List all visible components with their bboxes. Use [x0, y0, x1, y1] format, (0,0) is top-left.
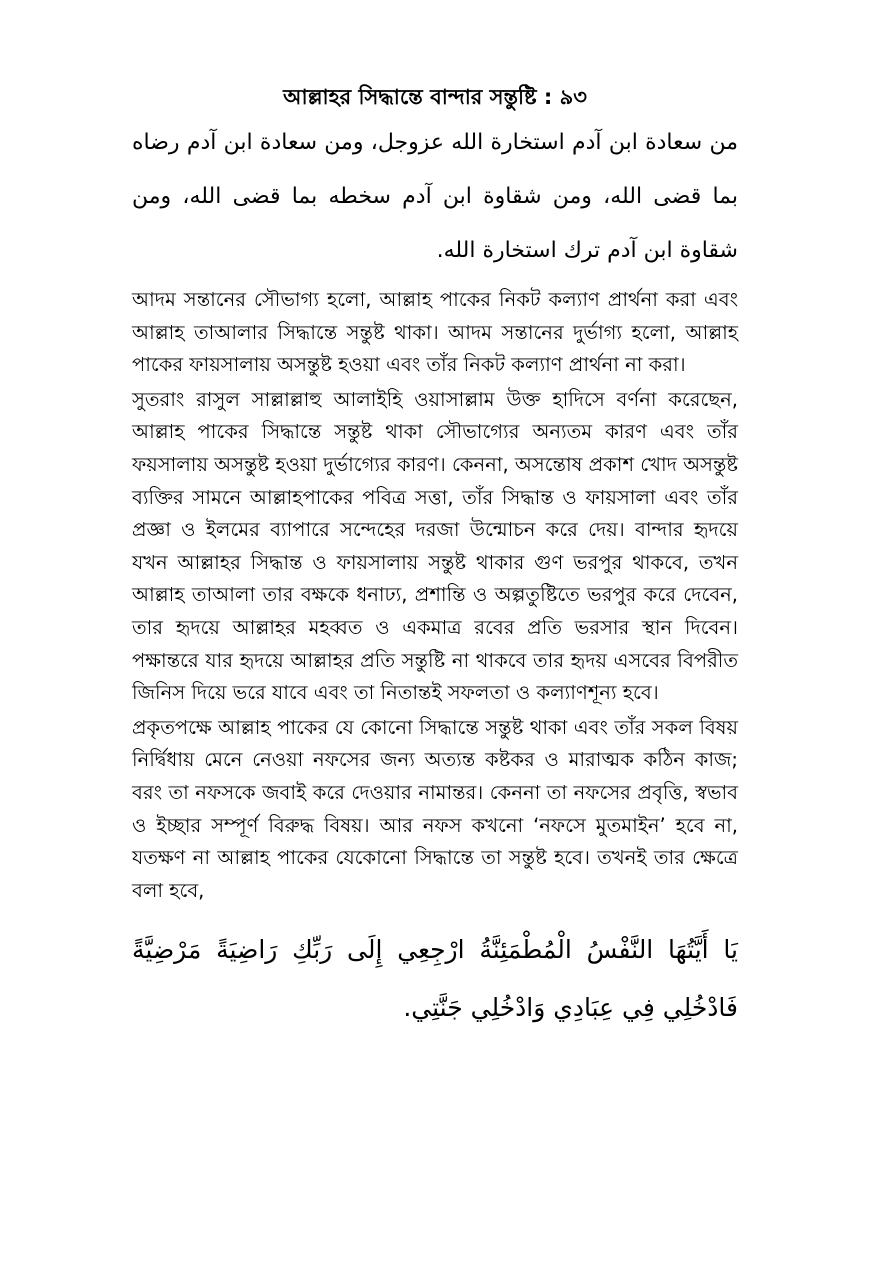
arabic-quran-verse: يَا أَيَّتُهَا النَّفْسُ الْمُطْمَئِنَّةُ ارْجِعِي إِلَى رَبِّكِ رَاضِيَةً مَرْضِيَّةً فَادْخُلِي فِي عِبَادِي وَادْخُلِي جَنَّتِي. — [132, 935, 738, 1023]
arabic-hadith-text: من سعادة ابن آدم استخارة الله عزوجل، ومن سعادة ابن آدم رضاه بما قضى الله، ومن شقاوة ابن آدم سخطه بما قضى الله، ومن شقاوة ابن آدم ترك استخارة الله. — [132, 130, 738, 263]
paragraph-1: আদম সন্তানের সৌভাগ্য হলো, আল্লাহ পাকের নিকট কল্যাণ প্রার্থনা করা এবং আল্লাহ তাআলার সিদ্ধান্তে সন্তুষ্ট থাকা। আদম সন্তানের দুর্ভাগ্য হলো, আল্লাহ পাকের ফায়সালায় অসন্তুষ্ট হওয়া এবং তাঁর নিকট কল্যাণ প্রার্থনা না করা। — [132, 288, 738, 377]
page-header: আল্লাহর সিদ্ধান্তে বান্দার সন্তুষ্টি : ৯৩ — [283, 85, 587, 109]
paragraph-2: সুতরাং রাসুল সাল্লাল্লাহু আলাইহি ওয়াসাল্লাম উক্ত হাদিসে বর্ণনা করেছেন, আল্লাহ পাকের সিদ্ধান্তে সন্তুষ্ট থাকা সৌভাগ্যের অন্যতম কারণ এবং তাঁর ফয়সালায় অসন্তুষ্ট হওয়া দুর্ভাগ্যের কারণ। কেননা, অসন্তোষ প্রকাশ খোদ অসন্তুষ্ট ব্যক্তির সামনে আল্লাহপাকের পবিত্র সত্তা, তাঁর সিদ্ধান্ত ও ফায়সালা এবং তাঁর প্রজ্ঞা ও ইলমের ব্যাপারে সন্দেহের দরজা উন্মোচন করে দেয়। বান্দার হৃদয়ে যখন আল্লাহর সিদ্ধান্ত ও ফায়সালায় সন্তুষ্ট থাকার গুণ ভরপুর থাকবে, তখন আল্লাহ তাআলা তার বক্ষকে ধনাঢ্য, প্রশান্তি ও অল্পতুষ্টিতে ভরপুর করে দেবেন, তার হৃদয়ে আল্লাহর মহব্বত ও একমাত্র রবের প্রতি ভরসার স্থান দিবেন। পক্ষান্তরে যার হৃদয়ে আল্লাহর প্রতি সন্তুষ্টি না থাকবে তার হৃদয় এসবের বিপরীত জিনিস দিয়ে ভরে যাবে এবং তা নিতান্তই সফলতা ও কল্যাণশূন্য হবে। — [132, 387, 738, 705]
book-page — [132, 82, 738, 1037]
paragraph-3: প্রকৃতপক্ষে আল্লাহ পাকের যে কোনো সিদ্ধান্তে সন্তুষ্ট থাকা এবং তাঁর সকল বিষয় নির্দ্বিধায় মেনে নেওয়া নফসের জন্য অত্যন্ত কষ্টকর ও মারাত্মক কঠিন কাজ; বরং তা নফসকে জবাই করে দেওয়ার নামান্তর। কেননা তা নফসের প্রবৃত্তি, স্বভাব ও ইচ্ছার সম্পূর্ণ বিরুদ্ধ বিষয়। আর নফস কখনো ‘নফসে মুতমাইন’ হবে না, যতক্ষণ না আল্লাহ পাকের যেকোনো সিদ্ধান্তে তা সন্তুষ্ট হবে। তখনই তার ক্ষেত্রে বলা হবে, — [132, 715, 738, 902]
